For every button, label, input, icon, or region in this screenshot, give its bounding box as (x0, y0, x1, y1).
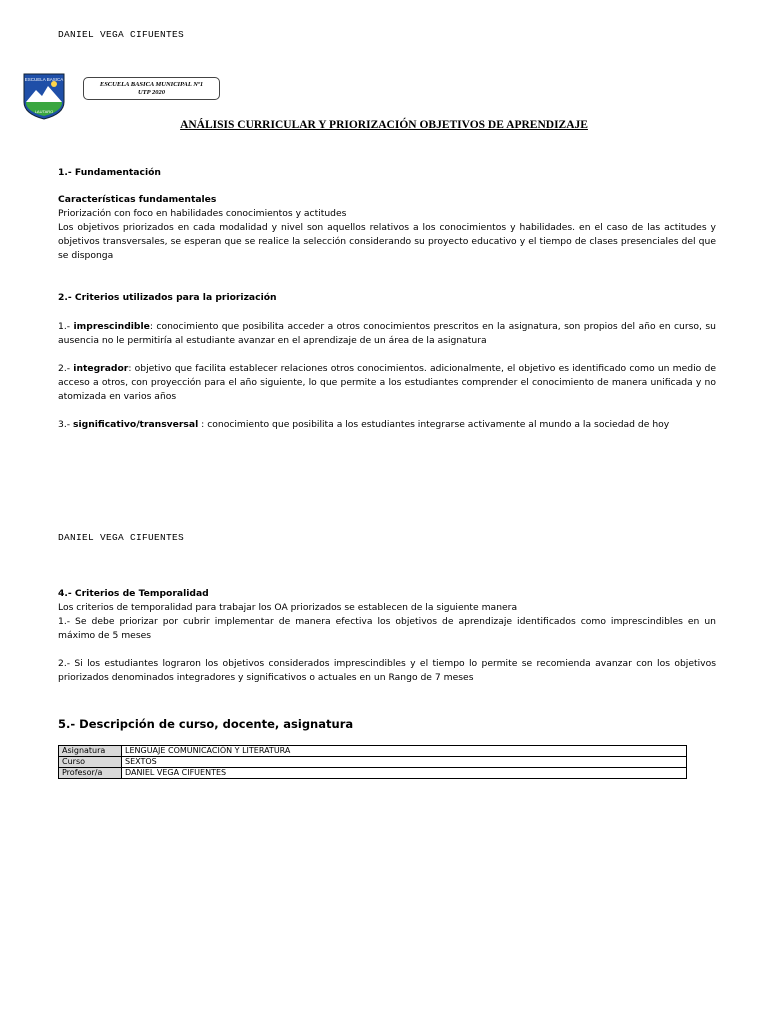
row-label: Profesor/a (59, 768, 122, 779)
section4-point2: 2.- Si los estudiantes lograron los objetivos considerados imprescindibles y el tiempo lo permite se recomienda avanzar con los objetivos priorizados denominados integradores y significativos o actuales en un Rango de 7 meses (58, 658, 716, 683)
school-name-box (83, 77, 220, 100)
row-value: DANIEL VEGA CIFUENTES (122, 768, 687, 779)
criterion-significativo: 3.- significativo/transversal : conocimiento que posibilita a los estudiantes integrarse activamente al mundo a la sociedad de hoy (58, 419, 670, 430)
utp-year: UTP 2020 (137, 89, 166, 96)
author-name-mid: DANIEL VEGA CIFUENTES (58, 532, 185, 543)
section1-subheading: Características fundamentales (58, 194, 217, 205)
section4-heading: 4.- Criterios de Temporalidad (58, 588, 209, 599)
section1-paragraph: Los objetivos priorizados en cada modalidad y nivel son aquellos relativos a los conocimientos y habilidades. en el caso de las actitudes y objetivos transversales, se esperan que se realice la selección considerando su proyecto educativo y el tiempo de clases presenciales del que se disponga (58, 222, 716, 261)
criterion-imprescindible: 1.- imprescindible: conocimiento que posibilita acceder a otros conocimientos prescritos en la asignatura, son propios del año en curso, su ausencia no le permitiría al estudiante avanzar en el aprendizaje de un área de la asignatura (58, 321, 716, 346)
author-name-top: DANIEL VEGA CIFUENTES (58, 29, 185, 40)
table-row (59, 768, 687, 779)
table-row (59, 757, 687, 768)
section5-heading: 5.- Descripción de curso, docente, asignatura (58, 717, 354, 731)
criterion-integrador: 2.- integrador: objetivo que facilita establecer relaciones otros conocimientos. adicionalmente, el objetivo es identificado como un medio de acceso a otros, con proyección para el año siguiente, lo que permite a los estudiantes comprender el conocimiento de manera unificada y no atomizada en varios años (58, 363, 716, 402)
logo-text-bottom: LAUTARO (34, 109, 54, 114)
page-title: ANÁLISIS CURRICULAR Y PRIORIZACIÓN OBJETIVOS DE APRENDIZAJE (180, 119, 588, 131)
section4-intro: Los criterios de temporalidad para trabajar los OA priorizados se establecen de la siguiente manera (58, 602, 518, 613)
table-row (59, 746, 687, 757)
section2-heading: 2.- Criterios utilizados para la priorización (58, 292, 277, 303)
section1-heading: 1.- Fundamentación (58, 167, 161, 178)
school-name: ESCUELA BASICA MUNICIPAL Nº1 (99, 81, 204, 88)
section4-point1: 1.- Se debe priorizar por cubrir implementar de manera efectiva los objetivos de aprendizaje identificados como imprescindibles en un máximo de 5 meses (58, 616, 716, 641)
row-value: SEXTOS (122, 757, 687, 768)
logo-text-top: ESCUELA BASICA (24, 77, 64, 82)
section1-line: Priorización con foco en habilidades conocimientos y actitudes (58, 208, 347, 219)
course-info-table (58, 745, 687, 779)
row-value: LENGUAJE COMUNICACIÓN Y LITERATURA (122, 746, 687, 757)
row-label: Curso (59, 757, 122, 768)
school-logo (22, 72, 66, 120)
row-label: Asignatura (59, 746, 122, 757)
